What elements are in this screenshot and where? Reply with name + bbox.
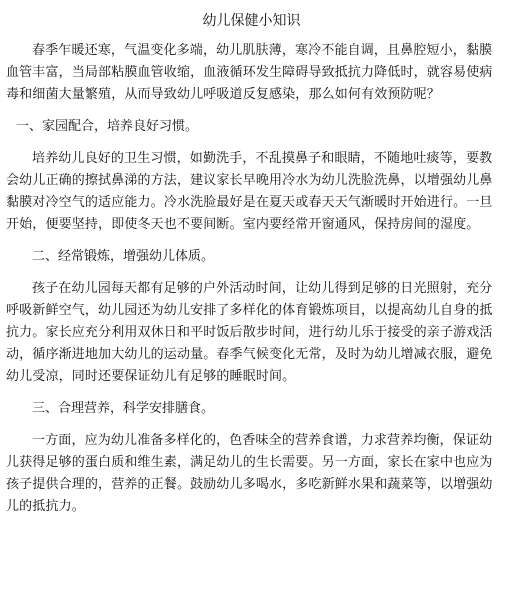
intro-paragraph: 春季乍暖还寒，气温变化多端，幼儿肌肤薄，寒冷不能自调，且鼻腔短小，黏膜血管丰富，当局部粘膜血管收缩，血液循环发生障碍导致抵抗力降低时，就容易使病毒和细菌大量繁殖，从而导致幼儿呼吸道反复感染，那么如何有效预防呢？: [6, 43, 493, 102]
section-3-heading: 三、合理营养，科学安排膳食。: [32, 401, 215, 416]
section-1-heading: 一、家园配合，培养良好习惯。: [16, 119, 199, 134]
section-1-body: 培养幼儿良好的卫生习惯，如勤洗手，不乱摸鼻子和眼睛，不随地吐痰等，要教会幼儿正确的擦拭鼻涕的方法，建议家长早晚用冷水为幼儿洗脸洗鼻，以增强幼儿鼻黏膜对冷空气的适应能力。冷水洗脸最好是在夏天或春天天气渐暖时开始进行。一旦开始，便要坚持，即使冬天也不要间断。室内要经常开窗通风，保持房间的湿度。: [6, 151, 493, 232]
section-2-body: 孩子在幼儿园每天都有足够的户外活动时间，让幼儿得到足够的日光照射，充分呼吸新鲜空气，幼儿园还为幼儿安排了多样化的体育锻炼项目，以提高幼儿自身的抵抗力。家长应充分利用双休日和平时饭后散步时间，进行幼儿乐于接受的亲子游戏活动，循序渐进地加大幼儿的运动量。春季气候变化无常，及时为幼儿增减衣服，避免幼儿受凉，同时还要保证幼儿有足够的睡眠时间。: [6, 281, 493, 384]
section-2-heading: 二、经常锻炼，增强幼儿体质。: [32, 249, 215, 264]
document-title: 幼儿保健小知识: [202, 13, 301, 29]
section-3-body: 一方面，应为幼儿准备多样化的，色香味全的营养食谱，力求营养均衡，保证幼儿获得足够的蛋白质和维生素，满足幼儿的生长需要。另一方面，家长在家中也应为孩子提供合理的，营养的正餐。鼓励幼儿多喝水，多吃新鲜水果和蔬菜等，以增强幼儿的抵抗力。: [6, 433, 493, 514]
